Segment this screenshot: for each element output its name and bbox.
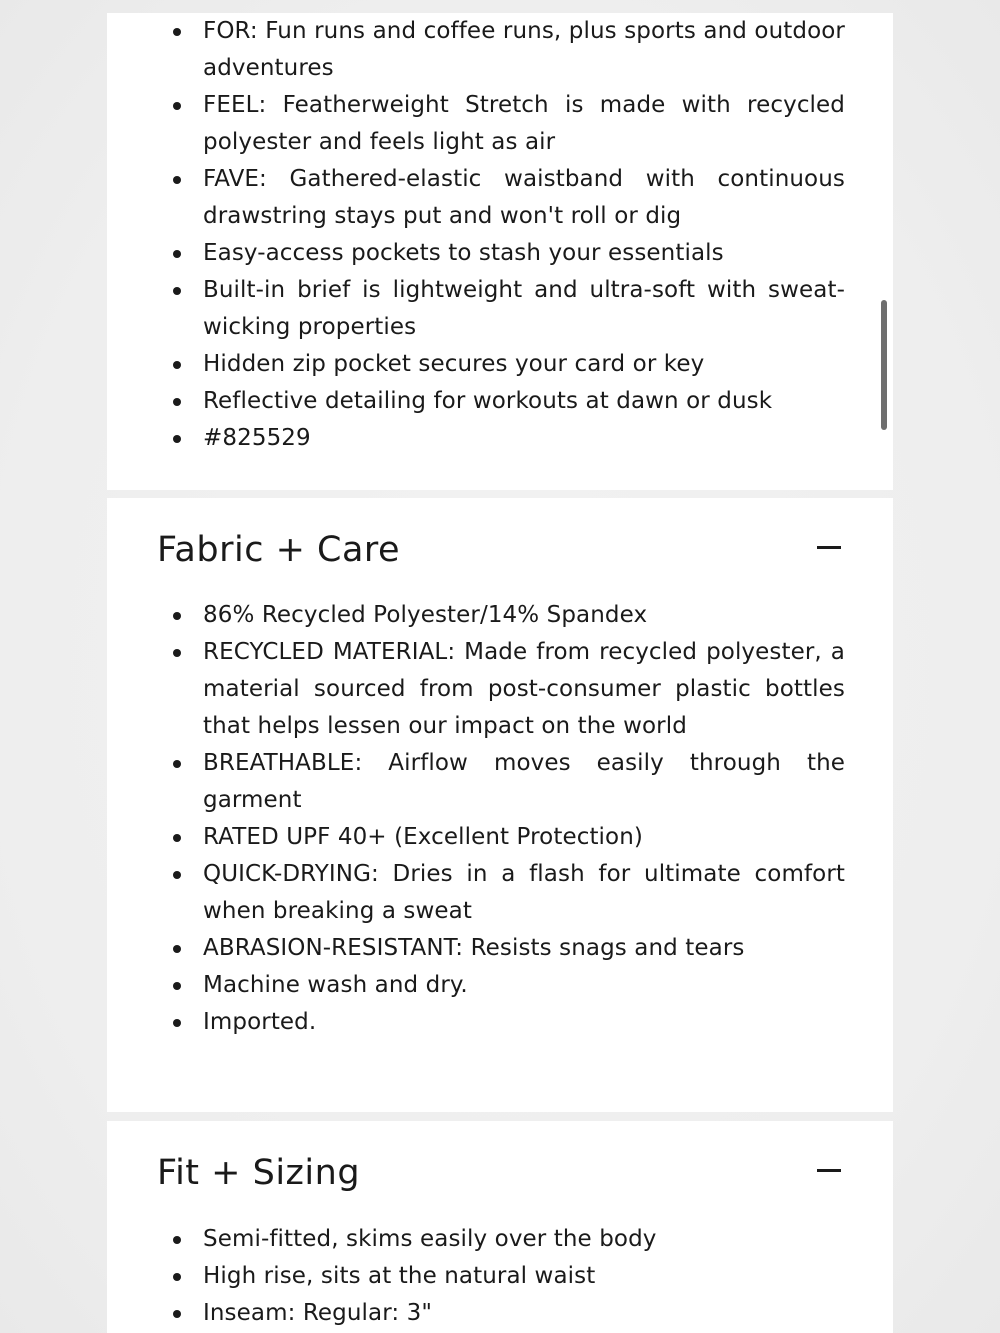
minus-icon xyxy=(817,546,841,549)
fit-sizing-section xyxy=(107,1121,893,1333)
list-item: QUICK-DRYING: Dries in a flash for ultimate comfort when breaking a sweat xyxy=(170,856,845,930)
list-item: Reflective detailing for workouts at dawn or dusk xyxy=(170,383,845,420)
list-item: FEEL: Featherweight Stretch is made with recycled polyester and feels light as air xyxy=(170,87,845,161)
product-details-list xyxy=(170,13,845,457)
fabric-care-title[interactable]: Fabric + Care xyxy=(157,530,401,570)
list-item: FOR: Fun runs and coffee runs, plus sports and outdoor adventures xyxy=(170,13,845,87)
list-item: Built-in brief is lightweight and ultra-soft with sweat-wicking properties xyxy=(170,272,845,346)
fabric-care-list xyxy=(170,597,845,1041)
list-item: RECYCLED MATERIAL: Made from recycled polyester, a material sourced from post-consumer plastic bottles that helps lessen our impact on the world xyxy=(170,634,845,745)
list-item: Machine wash and dry. xyxy=(170,967,845,1004)
list-item: High rise, sits at the natural waist xyxy=(170,1258,845,1295)
minus-icon xyxy=(817,1169,841,1172)
fit-sizing-list xyxy=(170,1221,845,1332)
list-item: ABRASION-RESISTANT: Resists snags and tears xyxy=(170,930,845,967)
fit-sizing-collapse-button[interactable] xyxy=(815,1159,843,1183)
fabric-care-section xyxy=(107,498,893,1112)
list-item: BREATHABLE: Airflow moves easily through the garment xyxy=(170,745,845,819)
fit-sizing-title[interactable]: Fit + Sizing xyxy=(157,1153,361,1193)
list-item: #825529 xyxy=(170,420,845,457)
list-item: Easy-access pockets to stash your essentials xyxy=(170,235,845,272)
list-item: Semi-fitted, skims easily over the body xyxy=(170,1221,845,1258)
list-item: Imported. xyxy=(170,1004,845,1041)
list-item: 86% Recycled Polyester/14% Spandex xyxy=(170,597,845,634)
fabric-care-collapse-button[interactable] xyxy=(815,536,843,560)
list-item: RATED UPF 40+ (Excellent Protection) xyxy=(170,819,845,856)
scrollbar-thumb[interactable] xyxy=(881,300,887,430)
list-item: Inseam: Regular: 3" xyxy=(170,1295,845,1332)
product-details-panel xyxy=(107,13,893,490)
list-item: Hidden zip pocket secures your card or key xyxy=(170,346,845,383)
list-item: FAVE: Gathered-elastic waistband with continuous drawstring stays put and won't roll or dig xyxy=(170,161,845,235)
